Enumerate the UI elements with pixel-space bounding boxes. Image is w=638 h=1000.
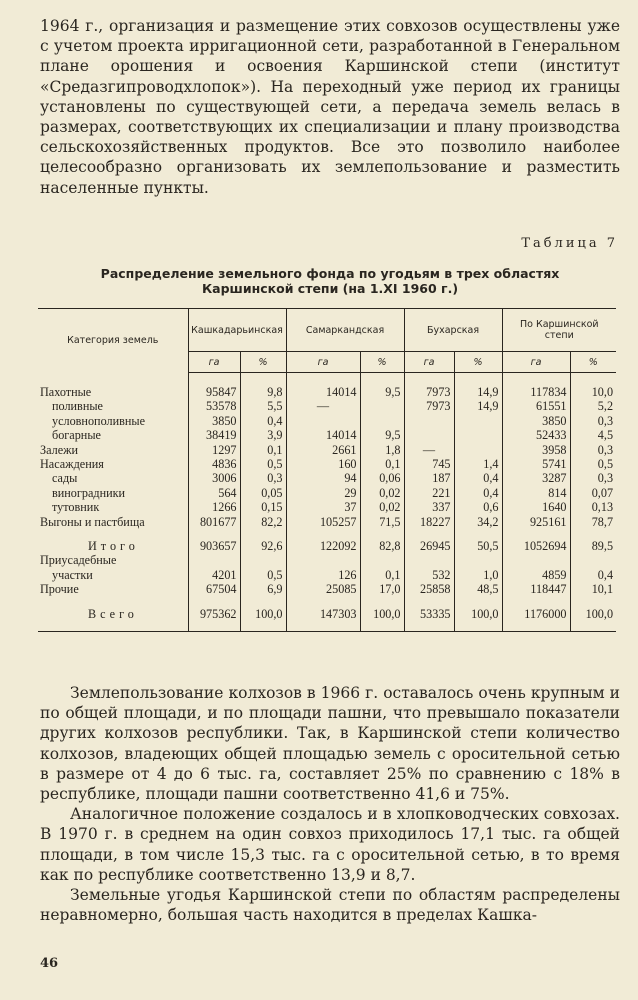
paragraph: Земельные угодья Каршинской степи по областям распределены неравномерно, большая часть находится в пределах Кашка-: [40, 886, 620, 925]
row-label: Итого: [88, 539, 139, 554]
cell: 1052694: [502, 539, 570, 553]
cell: 14,9: [454, 399, 502, 413]
cell: 100,0: [240, 607, 286, 621]
row-label: поливные: [52, 399, 103, 414]
row-label: участки: [52, 567, 93, 582]
cell: 0,3: [570, 414, 616, 428]
cell: 0,02: [360, 486, 404, 500]
row-label: Приусадебные: [40, 553, 117, 568]
cell: [454, 428, 502, 442]
cell: 53578: [188, 399, 240, 413]
header-unit-ha: га: [502, 352, 570, 373]
cell: 34,2: [454, 515, 502, 529]
header-unit-pct: %: [360, 352, 404, 373]
cell: 1,8: [360, 443, 404, 457]
cell: [360, 399, 404, 413]
cell: 9,5: [360, 428, 404, 442]
table-row: [38, 373, 616, 400]
header-unit-pct: %: [240, 352, 286, 373]
table-title: [40, 266, 620, 296]
cell: 67504: [188, 582, 240, 596]
table-row: [38, 500, 616, 514]
row-label: Прочие: [40, 582, 79, 597]
cell: [360, 414, 404, 428]
header-region-samarkand: Самаркандская: [286, 309, 404, 352]
cell: 5,5: [240, 399, 286, 413]
cell: 4201: [188, 568, 240, 582]
cell: 100,0: [570, 607, 616, 621]
cell: 25858: [404, 582, 454, 596]
cell: 0,05: [240, 486, 286, 500]
table-row: [38, 399, 616, 413]
cell: 71,5: [360, 515, 404, 529]
cell: 1297: [188, 443, 240, 457]
cell: 4859: [502, 568, 570, 582]
cell: 337: [404, 500, 454, 514]
cell: 0,3: [570, 471, 616, 485]
table-row-subtotal: [38, 539, 616, 553]
table-spacer: [38, 529, 616, 539]
cell: 4,5: [570, 428, 616, 442]
row-label: Пахотные: [40, 384, 92, 399]
cell: 95847: [188, 373, 240, 400]
cell: 94: [286, 471, 360, 485]
page-number: 46: [40, 956, 59, 971]
cell: 25085: [286, 582, 360, 596]
cell: [454, 414, 502, 428]
cell: 6,9: [240, 582, 286, 596]
cell: 2661: [286, 443, 360, 457]
header-region-kashkadarya: Кашкадарьинская: [188, 309, 286, 352]
cell: 1266: [188, 500, 240, 514]
cell: 0,5: [240, 568, 286, 582]
cell: 9,5: [360, 373, 404, 400]
cell: 3006: [188, 471, 240, 485]
cell: 14014: [286, 373, 360, 400]
cell: 18227: [404, 515, 454, 529]
row-label: виноградники: [52, 485, 126, 500]
cell: 0,15: [240, 500, 286, 514]
cell: —: [404, 443, 454, 457]
cell: 0,4: [454, 486, 502, 500]
cell: 61551: [502, 399, 570, 413]
row-label: Выгоны и пастбища: [40, 514, 145, 529]
cell: 3958: [502, 443, 570, 457]
cell: 82,2: [240, 515, 286, 529]
cell: 564: [188, 486, 240, 500]
cell: 52433: [502, 428, 570, 442]
cell: 1176000: [502, 607, 570, 621]
header-unit-pct: %: [570, 352, 616, 373]
row-label: Залежи: [40, 442, 79, 457]
row-label: условнополивные: [52, 413, 145, 428]
cell: 105257: [286, 515, 360, 529]
cell: 187: [404, 471, 454, 485]
cell: 1,4: [454, 457, 502, 471]
body-text: [40, 683, 620, 925]
cell: 1640: [502, 500, 570, 514]
cell: 801677: [188, 515, 240, 529]
table-row: [38, 414, 616, 428]
cell: 38419: [188, 428, 240, 442]
cell: 14,9: [454, 373, 502, 400]
table-row: [38, 486, 616, 500]
cell: 7973: [404, 399, 454, 413]
cell: [286, 414, 360, 428]
cell: 0,02: [360, 500, 404, 514]
cell: 3850: [502, 414, 570, 428]
table-row-total: [38, 607, 616, 621]
cell: 3,9: [240, 428, 286, 442]
cell: 7973: [404, 373, 454, 400]
cell: 975362: [188, 607, 240, 621]
cell: [404, 428, 454, 442]
cell: 147303: [286, 607, 360, 621]
cell: 0,3: [240, 471, 286, 485]
cell: 3287: [502, 471, 570, 485]
header-unit-ha: га: [286, 352, 360, 373]
cell: 126: [286, 568, 360, 582]
header-category: Категория земель: [67, 335, 159, 347]
table-row: [38, 443, 616, 457]
cell: 0,5: [570, 457, 616, 471]
intro-paragraph: [40, 16, 620, 198]
cell: 9,8: [240, 373, 286, 400]
header-unit-pct: %: [454, 352, 502, 373]
table-row: [38, 428, 616, 442]
cell: 89,5: [570, 539, 616, 553]
table-title-line2: Каршинской степи (на 1.XI 1960 г.): [201, 281, 459, 296]
cell: 122092: [286, 539, 360, 553]
cell: 5741: [502, 457, 570, 471]
cell: 0,1: [360, 457, 404, 471]
cell: 100,0: [360, 607, 404, 621]
land-fund-table: [38, 308, 616, 632]
cell: 92,6: [240, 539, 286, 553]
paragraph: Землепользование колхозов в 1966 г. оставалось очень крупным и по общей площади, и по площади пашни, что превышало показатели других колхозов республики. Так, в Каршинской степи количество колхозов, владеющих общей площадью земель с оросительной сетью в размере от 4 до 6 тыс. га, составляет 25% по сравнению с 18% в республике, площади пашни соответственно 41,6 и 75%.: [40, 684, 620, 804]
cell: 37: [286, 500, 360, 514]
cell: 0,1: [360, 568, 404, 582]
row-label: богарные: [52, 428, 101, 443]
table-row: [38, 568, 616, 582]
cell: 0,4: [570, 568, 616, 582]
cell: 78,7: [570, 515, 616, 529]
cell: 50,5: [454, 539, 502, 553]
row-label: Всего: [88, 606, 138, 621]
row-label: тутовник: [52, 500, 100, 515]
intro-text: 1964 г., организация и размещение этих совхозов осуществлены уже с учетом проекта ирригационной сети, разработанной в Генеральном плане орошения и освоения Каршинской степи (институт «Средазгипроводхлопок»). На переходный уже период их границы установлены по существующей сети, а передача земель велась в размерах, соответствующих их специализации и плану производства сельскохозяйственных продуктов. Все это позволило наиболее целесообразно организовать их землепользование и разместить населенные пункты.: [40, 17, 620, 197]
cell: 0,3: [570, 443, 616, 457]
table-spacer: [38, 621, 616, 632]
table-row: [38, 471, 616, 485]
cell: 26945: [404, 539, 454, 553]
header-region-karshi-total: По Каршинской степи: [502, 309, 616, 352]
table-row: [38, 515, 616, 529]
cell: 0,13: [570, 500, 616, 514]
cell: 82,8: [360, 539, 404, 553]
row-label: Насаждения: [40, 457, 104, 472]
cell: 1,0: [454, 568, 502, 582]
table-spacer: [38, 597, 616, 607]
cell: 53335: [404, 607, 454, 621]
cell: 10,1: [570, 582, 616, 596]
cell: [404, 414, 454, 428]
table-row: [38, 553, 616, 567]
cell: 117834: [502, 373, 570, 400]
table-row: [38, 457, 616, 471]
cell: 14014: [286, 428, 360, 442]
cell: 48,5: [454, 582, 502, 596]
paragraph: Аналогичное положение создалось и в хлопководческих совхозах. В 1970 г. в среднем на один совхоз приходилось 17,1 тыс. га общей площади, в том числе 15,3 тыс. га с оросительной сетью, в то время как по республике соответственно 13,9 и 8,7.: [40, 805, 620, 884]
cell: 0,5: [240, 457, 286, 471]
cell: 0,1: [240, 443, 286, 457]
cell: 221: [404, 486, 454, 500]
table-title-line1: Распределение земельного фонда по угодьям в трех областях: [100, 266, 560, 281]
cell: 10,0: [570, 373, 616, 400]
cell: —: [286, 399, 360, 413]
cell: 0,4: [454, 471, 502, 485]
cell: 745: [404, 457, 454, 471]
cell: 0,07: [570, 486, 616, 500]
table-row: [38, 582, 616, 596]
header-unit-ha: га: [188, 352, 240, 373]
cell: 100,0: [454, 607, 502, 621]
cell: 0,6: [454, 500, 502, 514]
cell: 532: [404, 568, 454, 582]
cell: 5,2: [570, 399, 616, 413]
cell: 903657: [188, 539, 240, 553]
cell: [454, 443, 502, 457]
cell: 814: [502, 486, 570, 500]
row-label: сады: [52, 471, 78, 486]
header-unit-ha: га: [404, 352, 454, 373]
table-label: Таблица 7: [521, 236, 618, 251]
cell: 3850: [188, 414, 240, 428]
header-region-bukhara: Бухарская: [404, 309, 502, 352]
cell: 0,06: [360, 471, 404, 485]
cell: 29: [286, 486, 360, 500]
cell: 4836: [188, 457, 240, 471]
cell: 17,0: [360, 582, 404, 596]
cell: 160: [286, 457, 360, 471]
cell: 0,4: [240, 414, 286, 428]
cell: 925161: [502, 515, 570, 529]
cell: 118447: [502, 582, 570, 596]
